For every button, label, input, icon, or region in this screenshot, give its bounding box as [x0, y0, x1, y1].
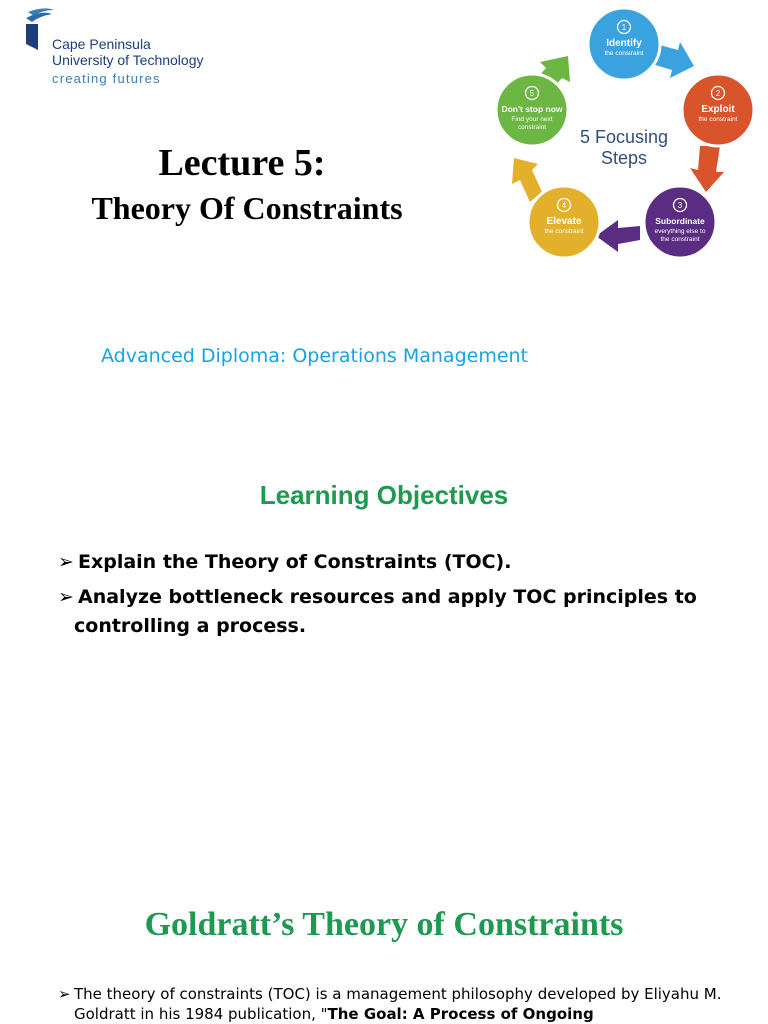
step-2-number: 2 [715, 89, 721, 98]
step-2-subtitle: the constraint [698, 116, 738, 123]
objective-item [58, 548, 748, 577]
arrow-bullet-icon: ➢ [58, 985, 71, 1003]
lecture-title: Lecture 5: [158, 142, 326, 184]
arrow-4-to-5 [512, 158, 542, 202]
step-4-subtitle: the constraint [544, 228, 584, 235]
arrow-bullet-icon: ➢ [58, 586, 74, 608]
step-4-title: Elevate [546, 216, 582, 227]
focusing-steps-diagram [484, 4, 764, 266]
step-2-circle [682, 74, 754, 146]
step-3-subtitle: everything else to [654, 228, 706, 235]
step-1-number: 1 [621, 23, 627, 32]
arrow-3-to-4 [596, 220, 640, 252]
learning-objectives-list [58, 548, 748, 647]
step-1-title: Identify [606, 38, 642, 49]
logo-name-line2: University of Technology [52, 52, 204, 68]
objective-item [58, 583, 748, 641]
cycle-center-line2: Steps [600, 148, 648, 168]
step-5-subtitle: Find your next [511, 116, 553, 123]
program-name: Advanced Diploma: Operations Management [101, 345, 529, 367]
step-4-circle [528, 186, 600, 258]
logo-name-line1: Cape Peninsula [52, 36, 151, 52]
step-3-title: Subordinate [655, 216, 705, 226]
lecture-subtitle: Theory Of Constraints [91, 190, 403, 226]
step-4-number: 4 [561, 201, 567, 210]
step-3-subtitle: the constraint [660, 236, 700, 243]
step-5-circle [496, 74, 568, 146]
learning-objectives-heading: Learning Objectives [259, 480, 509, 510]
step-3-circle [644, 186, 716, 258]
arrow-bullet-icon: ➢ [58, 551, 74, 573]
step-2-title: Exploit [701, 104, 735, 115]
goldratt-paragraph-text: The theory of constraints (TOC) is a management philosophy developed by Eliyahu M. Goldratt in his 1984 publication, " [74, 985, 722, 1023]
goldratt-heading: Goldratt’s Theory of Constraints [144, 906, 624, 943]
goldratt-book-title: The Goal: A Process of Ongoing [327, 1005, 594, 1023]
step-3-number: 3 [677, 201, 683, 210]
step-5-subtitle: constraint [517, 124, 547, 131]
objective-text: Analyze bottleneck resources and apply TOC principles to controlling a process. [74, 586, 697, 637]
university-logo [24, 4, 224, 90]
logo-tagline: creating futures [52, 71, 161, 86]
arrow-2-to-3 [690, 146, 724, 192]
goldratt-paragraph [58, 984, 768, 1024]
step-5-title: Don't stop now [501, 104, 563, 114]
objective-text: Explain the Theory of Constraints (TOC). [78, 551, 512, 573]
step-1-circle [588, 8, 660, 80]
cycle-center-line1: 5 Focusing [579, 127, 669, 147]
step-1-subtitle: the constraint [604, 50, 644, 57]
step-5-number: 5 [529, 89, 535, 98]
cycle-svg [484, 4, 764, 266]
